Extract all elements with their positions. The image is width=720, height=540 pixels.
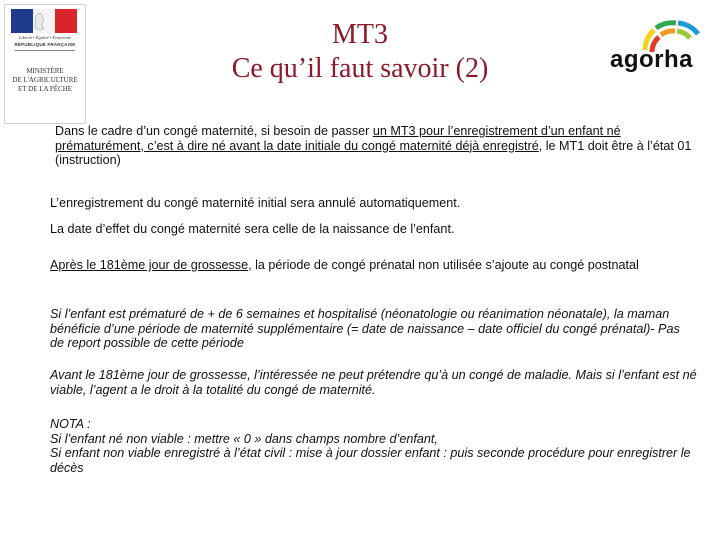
agorha-logo [606,12,706,74]
paragraph-auto-cancel: L’enregistrement du congé maternité initial sera annulé automatiquement. [50,196,461,210]
paragraph-effective-date: La date d’effet du congé maternité sera celle de la naissance de l’enfant. [50,222,455,236]
p4-text-b: , la période de congé prénatal non utilisée s’ajoute au congé postnatal [248,258,639,272]
ministry-name-line: ET DE LA PÊCHE [17,85,73,93]
agorha-wordmark: agorha [610,46,694,73]
ministry-name [7,67,83,94]
republic-motto: Liberté • Égalité • Fraternité [18,35,72,40]
paragraph-mt3-context [55,124,695,168]
slide-title [160,18,560,86]
ministry-name-line: DE L'AGRICULTURE [12,76,78,84]
paragraph-after-181 [50,258,690,273]
slide-title-line1: MT3 [332,19,388,50]
p1-text-b: un MT3 pour l’enregistrement d’un enfant né prématurément, c’est à dire [55,124,621,153]
ministry-logo [4,4,86,124]
p1-text-d: , le MT1 doit être à l’état 01 (instruction) [55,138,692,167]
logo-divider [15,50,75,51]
slide-title-line2: Ce qu’il faut savoir (2) [231,53,489,84]
nota-line: Si l’enfant né non viable : mettre « 0 » dans champs nombre d’enfant, [50,431,438,446]
p4-text-a: Après le 181ème jour de grossesse [50,258,249,272]
ministry-name-line: MINISTÈRE [26,67,64,75]
p1-text-a: Dans le cadre d’un congé maternité, si besoin de passer [55,124,373,138]
republic-name: RÉPUBLIQUE FRANÇAISE [14,42,76,47]
republic-flag-icon [11,9,77,33]
marianne-icon [31,12,49,31]
paragraph-before-181: Avant le 181ème jour de grossesse, l’intéressée ne peut prétendre qu’à un congé de maladie. Mais si l’enfant est né viable, l’agent a le droit à la totalité du congé de maternité. [50,368,697,397]
nota-heading: NOTA : [50,417,91,431]
p1-text-c: né avant la date initiale du congé maternité déjà enregistré [211,138,539,153]
paragraph-premature: Si l’enfant est prématuré de + de 6 semaines et hospitalisé (néonatologie ou réanimation néonatale), la maman bénéficie d’une période de maternité supplémentaire (= date de naissance – date officiel du congé prénatal)- Pas de report possible de cette période [50,307,680,350]
paragraph-nota [50,417,700,475]
nota-line: Si enfant non viable enregistré à l’état civil : mise à jour dossier enfant : puis seconde procédure pour enregistrer le décès [50,446,691,475]
